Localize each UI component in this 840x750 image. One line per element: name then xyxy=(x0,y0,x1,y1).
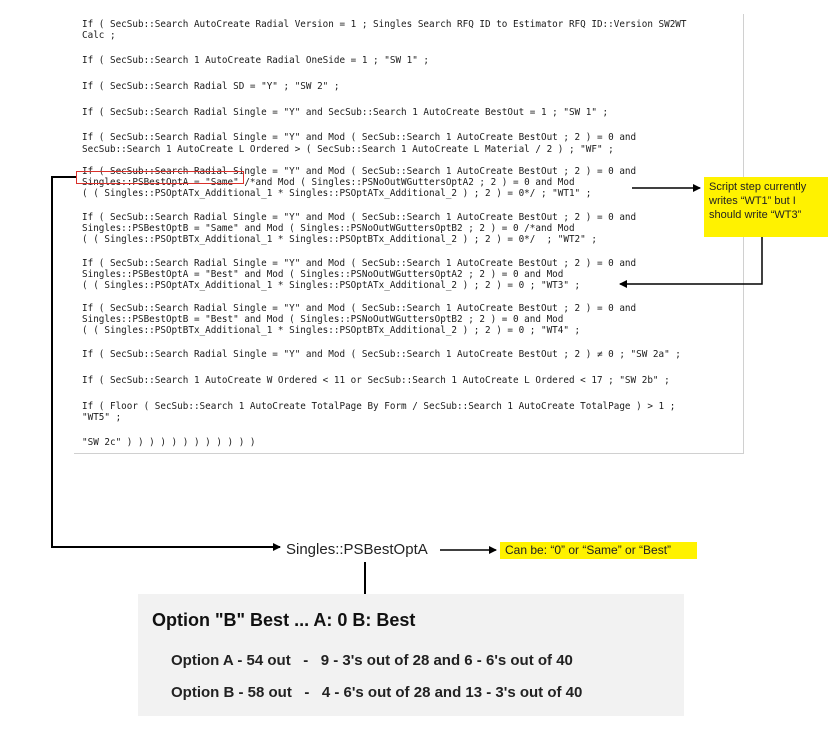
code-line: If ( SecSub::Search Radial SD = "Y" ; "SW 2" ; xyxy=(82,81,340,92)
code-line: If ( SecSub::Search Radial Single = "Y" and Mod ( SecSub::Search 1 AutoCreate BestOut ; 2 ) ≠ 0 ; "SW 2a" ; xyxy=(82,349,681,360)
option-b-line: Option B - 58 out - 4 - 6's out of 28 and 13 - 3's out of 40 xyxy=(171,684,583,701)
callout-note: Script step currently writes “WT1” but I should write “WT3” xyxy=(704,177,828,237)
code-line: Singles::PSBestOptA = "Same" /*and Mod ( Singles::PSNoOutWGuttersOptA2 ; 2 ) = 0 and Mod xyxy=(82,177,575,188)
code-line: If ( SecSub::Search Radial Single = "Y" and Mod ( SecSub::Search 1 AutoCreate BestOut ; 2 ) = 0 and xyxy=(82,212,637,223)
code-line: If ( SecSub::Search AutoCreate Radial Version = 1 ; Singles Search RFQ ID to Estimator RFQ ID::Version SW2WT xyxy=(82,19,687,30)
code-line: SecSub::Search 1 AutoCreate L Ordered > ( SecSub::Search 1 AutoCreate L Material / 2 ) ; "WF" ; xyxy=(82,144,614,155)
code-line: If ( Floor ( SecSub::Search 1 AutoCreate TotalPage By Form / SecSub::Search 1 AutoCreate TotalPage ) > 1 ; xyxy=(82,401,676,412)
code-line: If ( SecSub::Search 1 AutoCreate W Ordered < 11 or SecSub::Search 1 AutoCreate L Ordered < 17 ; "SW 2b" ; xyxy=(82,375,670,386)
code-line: Singles::PSBestOptB = "Same" and Mod ( Singles::PSNoOutWGuttersOptB2 ; 2 ) = 0 /*and Mod xyxy=(82,223,575,234)
options-panel xyxy=(138,594,684,716)
options-title: Option "B" Best ... A: 0 B: Best xyxy=(152,610,416,630)
code-line: Singles::PSBestOptB = "Best" and Mod ( Singles::PSNoOutWGuttersOptB2 ; 2 ) = 0 and Mod xyxy=(82,314,564,325)
code-line: If ( SecSub::Search 1 AutoCreate Radial OneSide = 1 ; "SW 1" ; xyxy=(82,55,430,66)
code-line: "WT5" ; xyxy=(82,412,122,423)
code-line: Singles::PSBestOptA = "Best" and Mod ( Singles::PSNoOutWGuttersOptA2 ; 2 ) = 0 and Mod xyxy=(82,269,564,280)
option-a-line: Option A - 54 out - 9 - 3's out of 28 and 6 - 6's out of 40 xyxy=(171,652,573,669)
field-name-label: Singles::PSBestOptA xyxy=(286,541,428,558)
code-line: If ( SecSub::Search Radial Single = "Y" and Mod ( SecSub::Search 1 AutoCreate BestOut ; 2 ) = 0 and xyxy=(82,166,637,177)
code-line: If ( SecSub::Search Radial Single = "Y" and SecSub::Search 1 AutoCreate BestOut = 1 ; "SW 1" ; xyxy=(82,107,609,118)
connector-arrow-to-field xyxy=(52,177,280,547)
code-line: ( ( Singles::PSOptBTx_Additional_1 * Singles::PSOptBTx_Additional_2 ) ; 2 ) = 0*/ ; "WT2" ; xyxy=(82,234,597,245)
code-line: ( ( Singles::PSOptATx_Additional_1 * Singles::PSOptATx_Additional_2 ) ; 2 ) = 0 ; "WT3" ; xyxy=(82,280,581,291)
code-line: ( ( Singles::PSOptBTx_Additional_1 * Singles::PSOptBTx_Additional_2 ) ; 2 ) = 0 ; "WT4" ; xyxy=(82,325,581,336)
code-line: ( ( Singles::PSOptATx_Additional_1 * Singles::PSOptATx_Additional_2 ) ; 2 ) = 0*/ ; "WT1" ; xyxy=(82,188,592,199)
code-line: Calc ; xyxy=(82,30,116,41)
possible-values-note: Can be: “0” or “Same” or “Best” xyxy=(500,542,697,559)
code-line: If ( SecSub::Search Radial Single = "Y" and Mod ( SecSub::Search 1 AutoCreate BestOut ; 2 ) = 0 and xyxy=(82,303,637,314)
code-line: "SW 2c" ) ) ) ) ) ) ) ) ) ) ) ) xyxy=(82,437,256,448)
code-line: If ( SecSub::Search Radial Single = "Y" and Mod ( SecSub::Search 1 AutoCreate BestOut ; 2 ) = 0 and xyxy=(82,132,637,143)
code-line: If ( SecSub::Search Radial Single = "Y" and Mod ( SecSub::Search 1 AutoCreate BestOut ; 2 ) = 0 and xyxy=(82,258,637,269)
arrow-callout-to-wt3 xyxy=(620,237,762,284)
